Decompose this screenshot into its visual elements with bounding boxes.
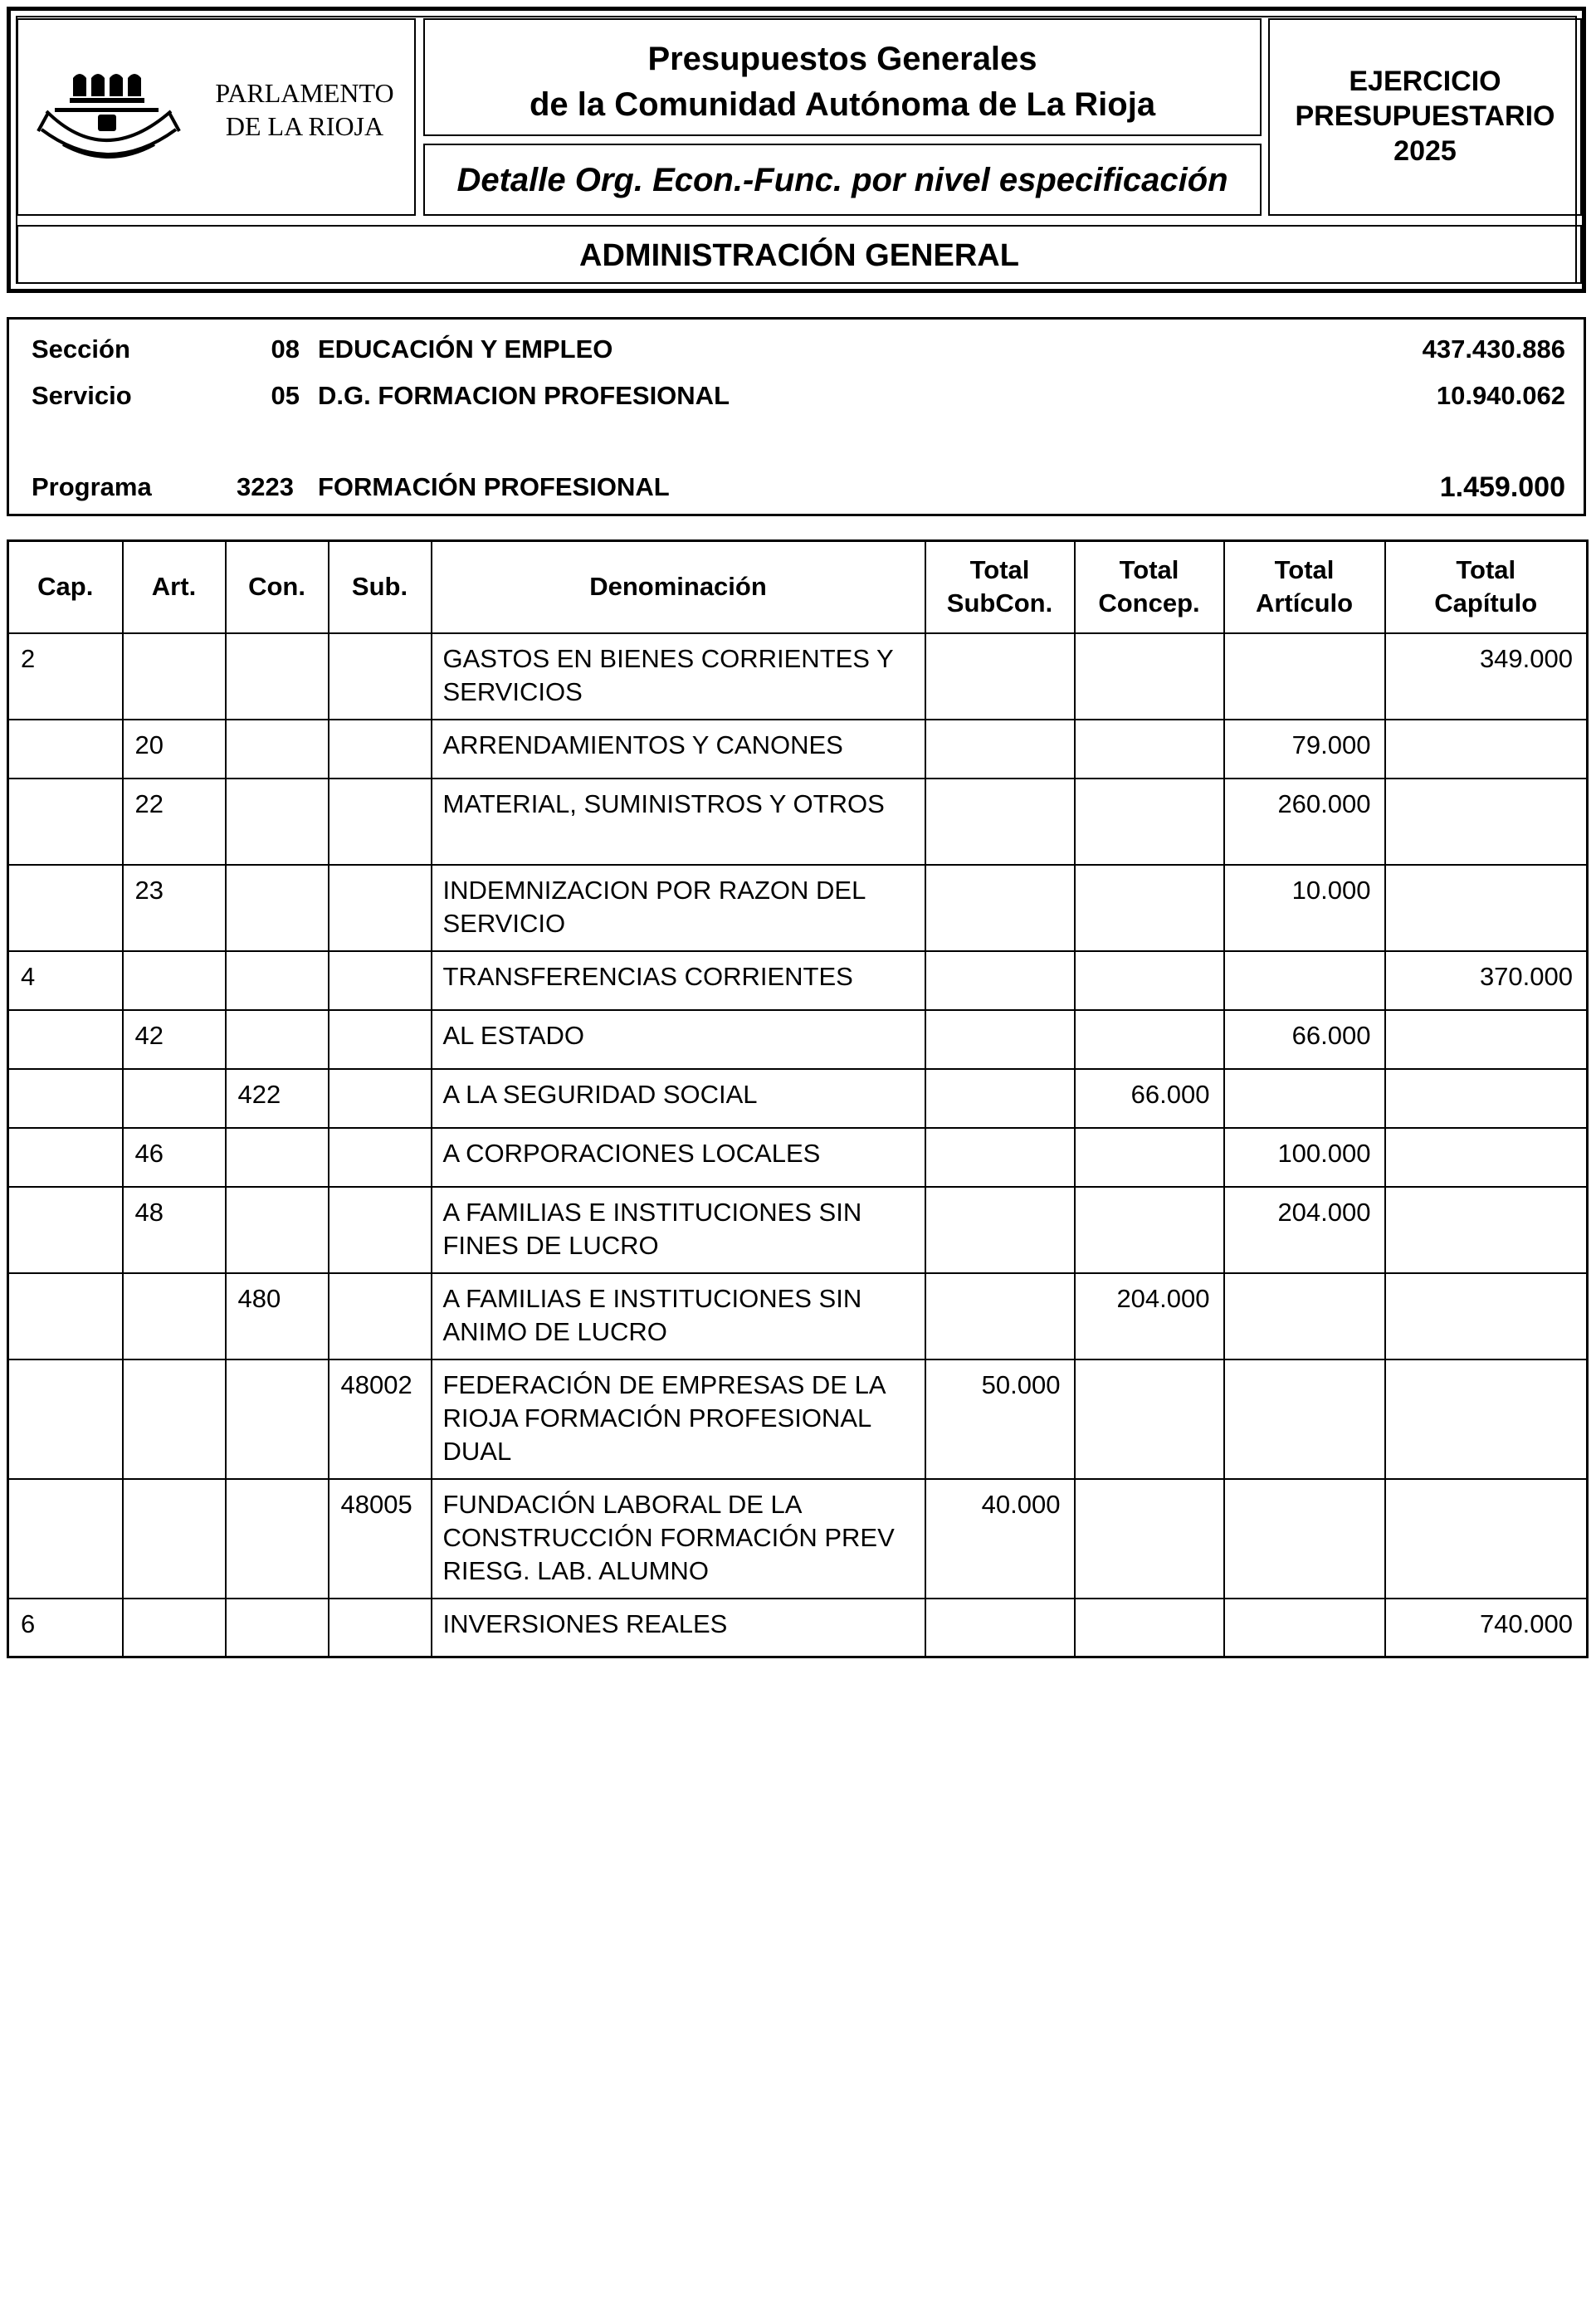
cell-total-articulo: 260.000: [1224, 779, 1385, 865]
cell-total-capitulo: 370.000: [1385, 951, 1588, 1010]
cell-total-subcon: [925, 1273, 1075, 1359]
cell-denominacion: INVERSIONES REALES: [432, 1599, 925, 1657]
cell-cap: [8, 1479, 123, 1599]
cell-sub: [329, 779, 432, 865]
year-line3: 2025: [1393, 135, 1457, 167]
seccion-row: [9, 333, 1584, 366]
year-line2: PRESUPUESTARIO: [1295, 100, 1555, 132]
col-header-total-subcon-line1: Total: [969, 555, 1030, 585]
cell-cap: [8, 779, 123, 865]
cell-total-concep: [1075, 951, 1224, 1010]
cell-total-capitulo: [1385, 779, 1588, 865]
cell-total-capitulo: [1385, 1069, 1588, 1128]
cell-total-subcon: [925, 865, 1075, 951]
col-header-cap: Cap.: [8, 541, 123, 633]
cell-art: 48: [123, 1187, 226, 1273]
cell-denominacion: GASTOS EN BIENES CORRIENTES Y SERVICIOS: [432, 633, 925, 720]
cell-denominacion: INDEMNIZACION POR RAZON DEL SERVICIO: [432, 865, 925, 951]
cell-con: [226, 1599, 329, 1657]
cell-total-articulo: 204.000: [1224, 1187, 1385, 1273]
budget-info-block: [7, 317, 1586, 516]
administration-panel: [17, 225, 1582, 284]
cell-denominacion: A FAMILIAS E INSTITUCIONES SIN ANIMO DE LUCRO: [432, 1273, 925, 1359]
servicio-row: [9, 379, 1584, 412]
programa-amount: 1.459.000: [1439, 471, 1565, 503]
col-header-total-subcon-line2: SubCon.: [946, 588, 1053, 618]
cell-denominacion: ARRENDAMIENTOS Y CANONES: [432, 720, 925, 779]
cell-denominacion: A LA SEGURIDAD SOCIAL: [432, 1069, 925, 1128]
cell-sub: 48005: [329, 1479, 432, 1599]
cell-total-concep: [1075, 1599, 1224, 1657]
cell-total-articulo: [1224, 1069, 1385, 1128]
table-row: [8, 1359, 1588, 1479]
cell-total-concep: [1075, 1479, 1224, 1599]
cell-art: [123, 1479, 226, 1599]
seccion-code: 08: [271, 334, 300, 364]
cell-total-subcon: [925, 1010, 1075, 1069]
cell-con: [226, 1128, 329, 1187]
cell-total-concep: 204.000: [1075, 1273, 1224, 1359]
cell-denominacion: FEDERACIÓN DE EMPRESAS DE LA RIOJA FORMACIÓN PROFESIONAL DUAL: [432, 1359, 925, 1479]
cell-total-capitulo: 740.000: [1385, 1599, 1588, 1657]
cell-total-subcon: [925, 779, 1075, 865]
title-panel: [423, 18, 1262, 136]
cell-total-subcon: [925, 951, 1075, 1010]
cell-total-capitulo: [1385, 1359, 1588, 1479]
table-row: [8, 1187, 1588, 1273]
title-line2: de la Comunidad Autónoma de La Rioja: [529, 86, 1156, 123]
cell-total-concep: [1075, 633, 1224, 720]
cell-cap: 6: [8, 1599, 123, 1657]
cell-total-concep: [1075, 1359, 1224, 1479]
cell-cap: [8, 1069, 123, 1128]
cell-total-capitulo: [1385, 1187, 1588, 1273]
cell-total-articulo: [1224, 1479, 1385, 1599]
cell-art: [123, 1273, 226, 1359]
programa-label: Programa: [32, 472, 152, 501]
cell-con: [226, 1010, 329, 1069]
cell-cap: [8, 1359, 123, 1479]
cell-con: [226, 951, 329, 1010]
table-row: [8, 1273, 1588, 1359]
cell-sub: [329, 1599, 432, 1657]
cell-total-capitulo: [1385, 720, 1588, 779]
cell-total-articulo: [1224, 633, 1385, 720]
col-header-total-articulo-line2: Artículo: [1255, 588, 1354, 618]
cell-denominacion: MATERIAL, SUMINISTROS Y OTROS: [432, 779, 925, 865]
cell-denominacion: FUNDACIÓN LABORAL DE LA CONSTRUCCIÓN FORMACIÓN PREV RIESG. LAB. ALUMNO: [432, 1479, 925, 1599]
cell-art: [123, 1359, 226, 1479]
cell-sub: [329, 720, 432, 779]
administration-title: ADMINISTRACIÓN GENERAL: [579, 238, 1019, 273]
cell-sub: [329, 1187, 432, 1273]
col-header-total-subcon: [925, 541, 1075, 633]
seccion-amount: 437.430.886: [1422, 334, 1565, 364]
cell-total-subcon: 40.000: [925, 1479, 1075, 1599]
col-header-art: Art.: [123, 541, 226, 633]
cell-denominacion: TRANSFERENCIAS CORRIENTES: [432, 951, 925, 1010]
cell-cap: [8, 865, 123, 951]
table-row: [8, 1069, 1588, 1128]
cell-cap: 4: [8, 951, 123, 1010]
cell-con: 480: [226, 1273, 329, 1359]
cell-cap: [8, 1187, 123, 1273]
cell-cap: [8, 1010, 123, 1069]
col-header-total-articulo: [1224, 541, 1385, 633]
cell-cap: [8, 1128, 123, 1187]
col-header-denominacion: Denominación: [432, 541, 925, 633]
table-row: [8, 1479, 1588, 1599]
cell-sub: [329, 1128, 432, 1187]
cell-sub: [329, 1069, 432, 1128]
cell-cap: [8, 720, 123, 779]
cell-denominacion: AL ESTADO: [432, 1010, 925, 1069]
programa-code: 3223: [237, 472, 294, 501]
cell-art: [123, 1599, 226, 1657]
cell-total-concep: [1075, 1187, 1224, 1273]
cell-sub: 48002: [329, 1359, 432, 1479]
table-row: [8, 951, 1588, 1010]
cell-total-articulo: [1224, 951, 1385, 1010]
col-header-total-concep: [1075, 541, 1224, 633]
cell-con: 422: [226, 1069, 329, 1128]
cell-cap: 2: [8, 633, 123, 720]
fiscal-year-panel: [1268, 18, 1582, 216]
cell-sub: [329, 633, 432, 720]
col-header-sub: Sub.: [329, 541, 432, 633]
cell-total-articulo: [1224, 1599, 1385, 1657]
cell-total-articulo: 10.000: [1224, 865, 1385, 951]
cell-total-articulo: 100.000: [1224, 1128, 1385, 1187]
table-row: [8, 1128, 1588, 1187]
cell-art: [123, 633, 226, 720]
cell-total-capitulo: [1385, 1479, 1588, 1599]
subtitle-panel: [423, 144, 1262, 216]
col-header-total-capitulo-line1: Total: [1456, 555, 1516, 585]
cell-total-articulo: 79.000: [1224, 720, 1385, 779]
cell-total-capitulo: [1385, 865, 1588, 951]
cell-total-subcon: [925, 1599, 1075, 1657]
col-header-total-capitulo-line2: Capítulo: [1434, 588, 1538, 618]
table-row: [8, 865, 1588, 951]
cell-total-capitulo: [1385, 1010, 1588, 1069]
document-title: [425, 37, 1260, 128]
col-header-total-capitulo: [1385, 541, 1588, 633]
logo-panel: [17, 18, 416, 216]
cell-con: [226, 1359, 329, 1479]
cell-total-subcon: [925, 1069, 1075, 1128]
cell-sub: [329, 865, 432, 951]
programa-row: [9, 471, 1584, 504]
title-line1: Presupuestos Generales: [647, 41, 1037, 77]
year-line1: EJERCICIO: [1349, 66, 1501, 97]
servicio-amount: 10.940.062: [1436, 381, 1565, 410]
cell-total-articulo: [1224, 1273, 1385, 1359]
table-row: [8, 633, 1588, 720]
cell-con: [226, 865, 329, 951]
cell-denominacion: A CORPORACIONES LOCALES: [432, 1128, 925, 1187]
cell-total-subcon: [925, 1187, 1075, 1273]
parliament-logo-icon: [30, 61, 196, 178]
cell-art: 23: [123, 865, 226, 951]
cell-total-concep: [1075, 865, 1224, 951]
cell-total-concep: [1075, 1128, 1224, 1187]
col-header-total-concep-line1: Total: [1119, 555, 1179, 585]
servicio-code: 05: [271, 381, 300, 410]
document-subtitle: Detalle Org. Econ.-Func. por nivel especificación: [456, 162, 1228, 198]
seccion-name: EDUCACIÓN Y EMPLEO: [318, 334, 613, 364]
cell-total-concep: [1075, 1010, 1224, 1069]
cell-art: 20: [123, 720, 226, 779]
logo-text-line1: PARLAMENTO: [215, 78, 394, 108]
cell-con: [226, 779, 329, 865]
table-row: [8, 1599, 1588, 1657]
table-row: [8, 1010, 1588, 1069]
cell-sub: [329, 951, 432, 1010]
cell-art: 42: [123, 1010, 226, 1069]
cell-total-subcon: [925, 633, 1075, 720]
cell-total-concep: 66.000: [1075, 1069, 1224, 1128]
fiscal-year: [1270, 64, 1580, 168]
cell-total-articulo: 66.000: [1224, 1010, 1385, 1069]
logo-wordmark: [197, 76, 412, 143]
servicio-name: D.G. FORMACION PROFESIONAL: [318, 381, 730, 410]
col-header-total-concep-line2: Concep.: [1098, 588, 1200, 618]
cell-con: [226, 1187, 329, 1273]
cell-total-capitulo: 349.000: [1385, 633, 1588, 720]
cell-total-subcon: [925, 720, 1075, 779]
cell-total-capitulo: [1385, 1128, 1588, 1187]
col-header-total-articulo-line1: Total: [1274, 555, 1335, 585]
cell-con: [226, 720, 329, 779]
cell-art: [123, 951, 226, 1010]
programa-name: FORMACIÓN PROFESIONAL: [318, 472, 670, 501]
cell-total-capitulo: [1385, 1273, 1588, 1359]
cell-total-concep: [1075, 779, 1224, 865]
cell-total-subcon: [925, 1128, 1075, 1187]
cell-cap: [8, 1273, 123, 1359]
cell-total-subcon: 50.000: [925, 1359, 1075, 1479]
cell-sub: [329, 1273, 432, 1359]
cell-con: [226, 633, 329, 720]
budget-detail-table: [7, 539, 1589, 1658]
col-header-con: Con.: [226, 541, 329, 633]
cell-total-concep: [1075, 720, 1224, 779]
servicio-label: Servicio: [32, 381, 132, 410]
logo-text-line2: DE LA RIOJA: [225, 111, 384, 141]
table-row: [8, 779, 1588, 865]
cell-art: [123, 1069, 226, 1128]
cell-total-articulo: [1224, 1359, 1385, 1479]
cell-con: [226, 1479, 329, 1599]
table-row: [8, 720, 1588, 779]
seccion-label: Sección: [32, 334, 130, 364]
cell-art: 22: [123, 779, 226, 865]
cell-art: 46: [123, 1128, 226, 1187]
cell-sub: [329, 1010, 432, 1069]
table-header-row: [8, 541, 1588, 633]
cell-denominacion: A FAMILIAS E INSTITUCIONES SIN FINES DE LUCRO: [432, 1187, 925, 1273]
